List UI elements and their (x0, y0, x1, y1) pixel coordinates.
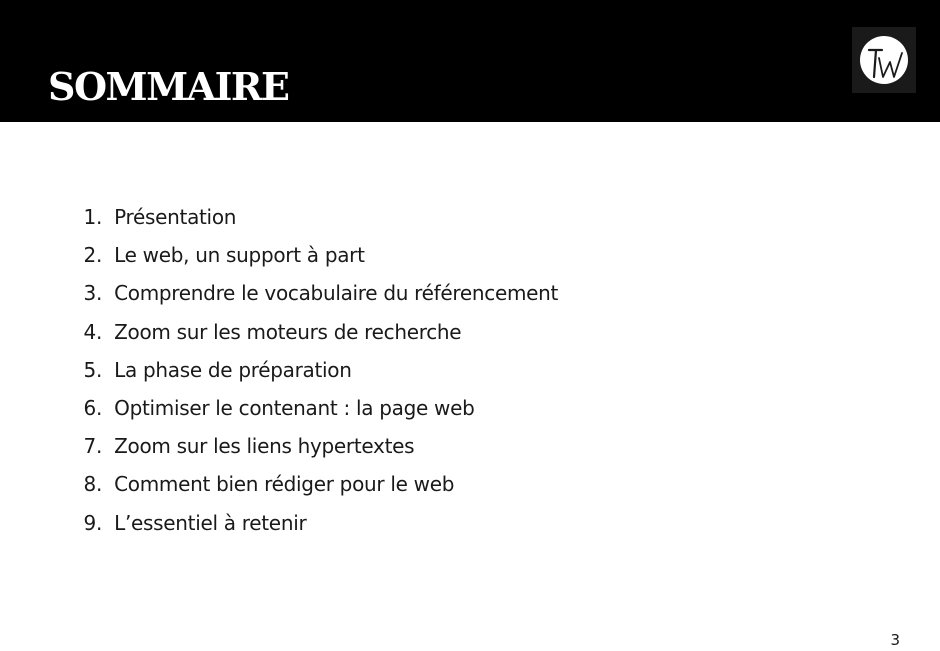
toc-item-label: Comment bien rédiger pour le web (114, 472, 455, 497)
toc-item-number: 4. (83, 319, 102, 344)
toc-item-label: Zoom sur les moteurs de recherche (114, 319, 462, 344)
toc-item (66, 198, 558, 236)
toc-item (66, 313, 558, 351)
toc-item-number: 2. (83, 243, 102, 268)
toc-item-number: 3. (83, 281, 102, 306)
toc-item-label: Présentation (114, 205, 237, 230)
toc-item-label: Comprendre le vocabulaire du référencement (114, 281, 559, 306)
toc-item (66, 389, 558, 427)
toc-item-label: Optimiser le contenant : la page web (114, 396, 475, 421)
toc-item (66, 465, 558, 503)
tw-monogram-logo-icon (852, 27, 916, 93)
toc-item (66, 504, 558, 542)
toc-item-number: 9. (83, 510, 102, 535)
toc-item-label: Le web, un support à part (114, 243, 365, 268)
header-bar (0, 0, 940, 122)
toc-item-label: L’essentiel à retenir (114, 510, 307, 535)
page-number: 3 (890, 631, 900, 649)
toc-item (66, 427, 558, 465)
toc-item (66, 236, 558, 274)
page-title: SOMMAIRE (48, 64, 289, 109)
toc-item-number: 1. (83, 205, 102, 230)
toc-item-number: 8. (83, 472, 102, 497)
table-of-contents (66, 198, 558, 542)
toc-item-label: Zoom sur les liens hypertextes (114, 434, 415, 459)
logo-graphic (852, 27, 916, 93)
toc-item (66, 351, 558, 389)
toc-item-number: 7. (83, 434, 102, 459)
toc-item-number: 6. (83, 396, 102, 421)
toc-item-number: 5. (83, 357, 102, 382)
toc-item-label: La phase de préparation (114, 357, 352, 382)
toc-item (66, 274, 558, 312)
